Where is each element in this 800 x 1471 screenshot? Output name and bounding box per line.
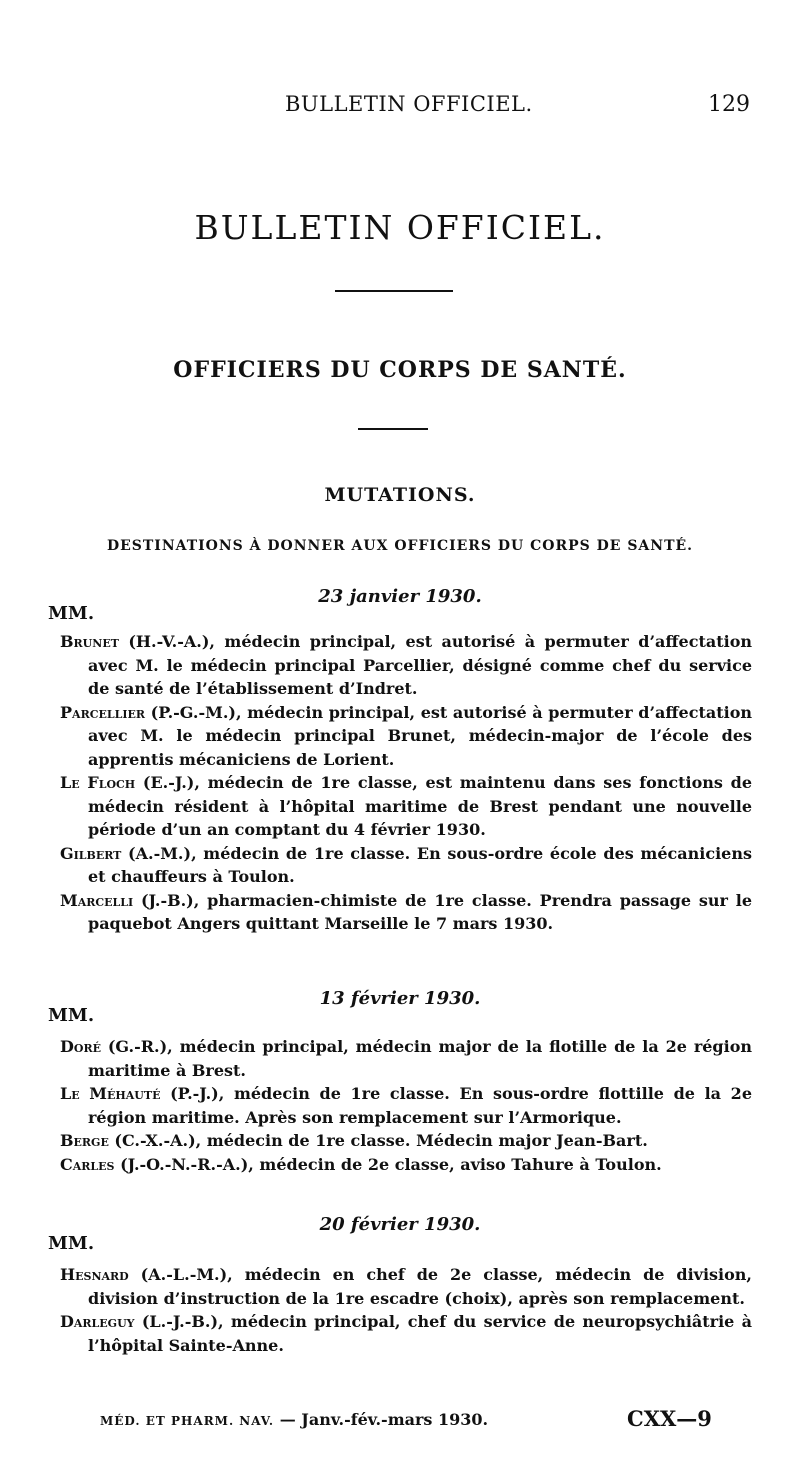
mm-label: MM.: [48, 603, 95, 624]
entry-text: (P.-G.-M.), médecin principal, est autorisé à permuter d’affectation avec M. le médecin principal Brunet, médecin-major de l’école des apprentis mécaniciens de Lorient.: [88, 702, 753, 769]
entry-name: Gilbert: [60, 843, 122, 863]
group-entries: [60, 630, 753, 936]
page-number: 129: [708, 92, 750, 117]
entry-name: Darleguy: [60, 1312, 135, 1331]
group-date: 13 février 1930.: [319, 988, 481, 1009]
list-item: [60, 701, 753, 772]
list-item: [60, 1153, 752, 1177]
list-item: [60, 630, 752, 701]
list-item: [60, 1082, 752, 1129]
entry-name: Berge: [60, 1131, 109, 1150]
mm-label: MM.: [48, 1233, 95, 1254]
page-title: BULLETIN OFFICIEL.: [194, 208, 606, 247]
entry-name: Hesnard: [60, 1265, 129, 1284]
list-item: [60, 1263, 752, 1310]
entry-text: (G.-R.), médecin principal, médecin major de la flotille de la 2e région maritime à Brest.: [88, 1037, 752, 1080]
section-title: OFFICIERS DU CORPS DE SANTÉ.: [173, 357, 627, 383]
footer-publication: MÉD. ET PHARM. NAV.: [100, 1414, 275, 1428]
list-item: [60, 771, 752, 842]
divider: [358, 428, 428, 430]
signature-mark: CXX—9: [627, 1406, 712, 1431]
entry-text: (J.-B.), pharmacien-chimiste de 1re classe. Prendra passage sur le paquebot Angers quittant Marseille le 7 mars 1930.: [88, 890, 752, 933]
subsection-title: MUTATIONS.: [324, 484, 476, 506]
entry-text: (A.-M.), médecin de 1re classe. En sous-ordre école des mécaniciens et chauffeurs à Toulon.: [88, 843, 752, 886]
entry-text: (L.-J.-B.), médecin principal, chef du service de neuropsychiâtrie à l’hôpital Sainte-Anne.: [88, 1312, 752, 1355]
entry-text: (A.-L.-M.), médecin en chef de 2e classe, médecin de division, division d’instruction de la 1re escadre (choix), après son remplacement.: [88, 1265, 752, 1308]
entry-name: Carles: [60, 1154, 115, 1174]
destinations-heading: DESTINATIONS À DONNER AUX OFFICIERS DU CORPS DE SANTÉ.: [106, 538, 694, 554]
entry-name: Marcelli: [60, 890, 134, 910]
list-item: [60, 1035, 752, 1082]
entry-text: (E.-J.), médecin de 1re classe, est maintenu dans ses fonctions de médecin résident à l’hôpital maritime de Brest pendant une nouvelle période d’un an comptant du 4 février 1930.: [88, 773, 752, 839]
entry-name: Brunet: [60, 632, 119, 651]
footer-citation: [100, 1410, 488, 1429]
footer-issue: — Janv.-fév.-mars 1930.: [279, 1410, 489, 1429]
divider: [335, 290, 453, 292]
running-title: BULLETIN OFFICIEL.: [285, 92, 533, 116]
mm-label: MM.: [48, 1005, 95, 1026]
entry-text: (H.-V.-A.), médecin principal, est autorisé à permuter d’affectation avec M. le médecin principal Parcellier, désigné comme chef du service de santé de l’établissement d’Indret.: [88, 632, 752, 698]
entry-name: Le Floch: [60, 773, 136, 792]
entry-name: Parcellier: [60, 702, 145, 722]
entry-name: Doré: [60, 1037, 101, 1056]
group-entries: [60, 1263, 752, 1357]
group-date: 20 février 1930.: [319, 1214, 481, 1235]
group-date: 23 janvier 1930.: [318, 586, 482, 607]
page-footer: [100, 1406, 720, 1436]
entry-name: Le Méhauté: [60, 1084, 161, 1103]
group-entries: [60, 1035, 752, 1176]
entry-text: (J.-O.-N.-R.-A.), médecin de 2e classe, aviso Tahure à Toulon.: [120, 1154, 662, 1174]
list-item: [60, 842, 752, 889]
entry-text: (P.-J.), médecin de 1re classe. En sous-ordre flottille de la 2e région maritime. Après son remplacement sur l’Armorique.: [88, 1084, 752, 1127]
list-item: [60, 1310, 752, 1357]
running-header: [0, 92, 800, 122]
entry-text: (C.-X.-A.), médecin de 1re classe. Médecin major Jean-Bart.: [114, 1131, 648, 1150]
list-item: [60, 889, 752, 936]
list-item: [60, 1129, 752, 1153]
